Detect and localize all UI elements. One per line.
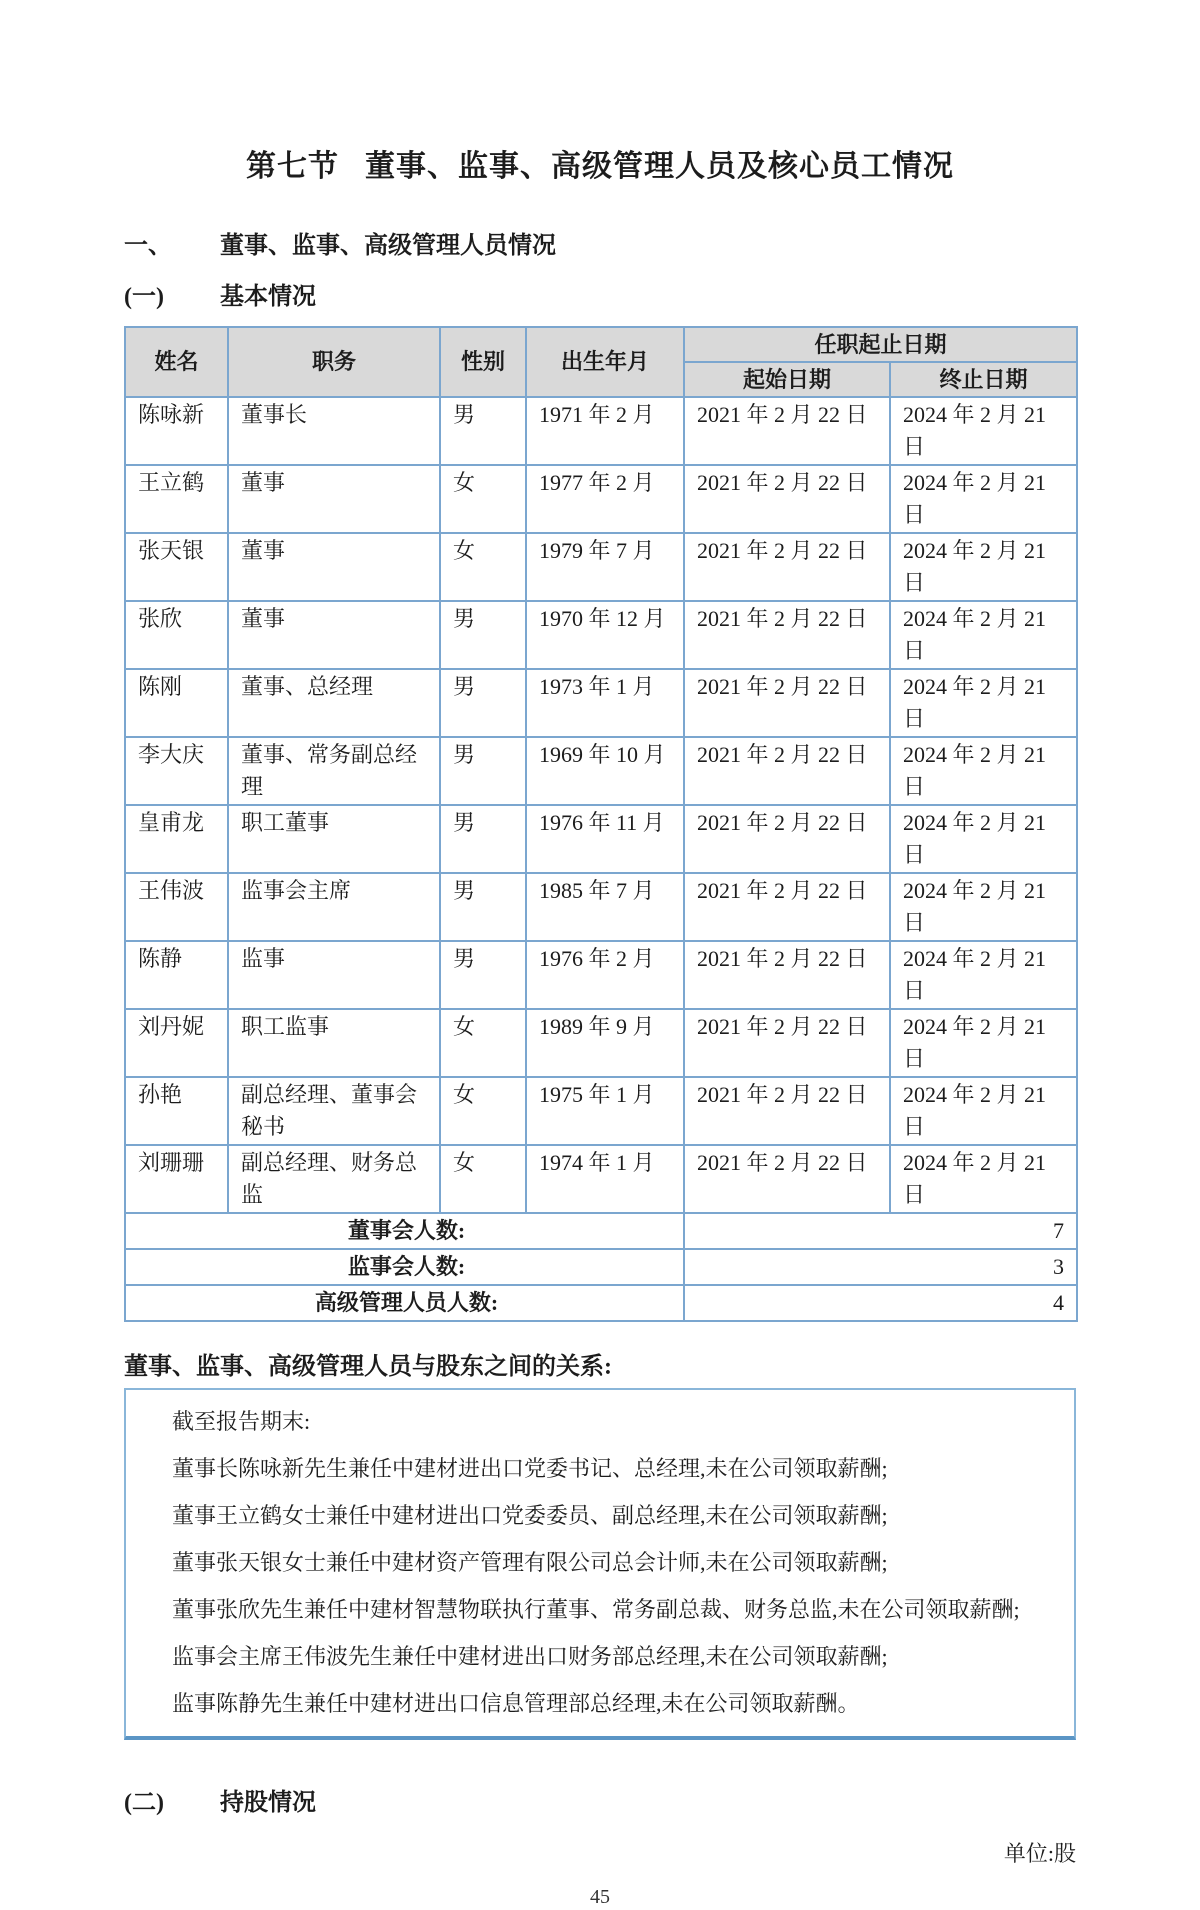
- cell-name: 孙艳: [125, 1077, 228, 1145]
- cell-gender: 女: [440, 1009, 526, 1077]
- cell-name: 陈刚: [125, 669, 228, 737]
- cell-birth: 1976 年 11 月: [526, 805, 684, 873]
- table-row: [125, 805, 1077, 873]
- cell-end: 2024 年 2 月 21 日: [890, 1009, 1077, 1077]
- table-row: [125, 669, 1077, 737]
- summary-value: 7: [684, 1213, 1077, 1249]
- summary-row: [125, 1285, 1077, 1321]
- cell-end: 2024 年 2 月 21 日: [890, 1077, 1077, 1145]
- cell-start: 2021 年 2 月 22 日: [684, 669, 890, 737]
- cell-birth: 1975 年 1 月: [526, 1077, 684, 1145]
- cell-start: 2021 年 2 月 22 日: [684, 941, 890, 1009]
- cell-end: 2024 年 2 月 21 日: [890, 533, 1077, 601]
- cell-position: 监事会主席: [228, 873, 440, 941]
- summary-label: 高级管理人员人数:: [125, 1285, 684, 1321]
- cell-gender: 男: [440, 397, 526, 465]
- table-row: [125, 941, 1077, 1009]
- cell-name: 皇甫龙: [125, 805, 228, 873]
- section-heading-1: [124, 230, 1076, 262]
- cell-start: 2021 年 2 月 22 日: [684, 1077, 890, 1145]
- table-row: [125, 1009, 1077, 1077]
- cell-name: 张欣: [125, 601, 228, 669]
- table-row: [125, 465, 1077, 533]
- cell-name: 张天银: [125, 533, 228, 601]
- cell-end: 2024 年 2 月 21 日: [890, 737, 1077, 805]
- subsection-heading-shareholding: [124, 1788, 1076, 1818]
- cell-gender: 女: [440, 1145, 526, 1213]
- cell-start: 2021 年 2 月 22 日: [684, 397, 890, 465]
- header-tenure: 任职起止日期: [684, 327, 1077, 362]
- cell-gender: 女: [440, 465, 526, 533]
- subsection-1-number: (一): [124, 284, 164, 310]
- subsection-1-title: 基本情况: [220, 284, 316, 310]
- cell-end: 2024 年 2 月 21 日: [890, 397, 1077, 465]
- relationship-heading: 董事、监事、高级管理人员与股东之间的关系:: [124, 1354, 612, 1380]
- cell-position: 董事长: [228, 397, 440, 465]
- cell-gender: 女: [440, 1077, 526, 1145]
- cell-birth: 1985 年 7 月: [526, 873, 684, 941]
- cell-start: 2021 年 2 月 22 日: [684, 805, 890, 873]
- management-table-summary: [125, 1213, 1077, 1321]
- cell-name: 王立鹤: [125, 465, 228, 533]
- cell-position: 董事: [228, 465, 440, 533]
- cell-position: 董事、总经理: [228, 669, 440, 737]
- cell-birth: 1973 年 1 月: [526, 669, 684, 737]
- table-row: [125, 873, 1077, 941]
- section-1-number: 一、: [124, 233, 172, 259]
- header-name: 姓名: [125, 327, 228, 397]
- cell-start: 2021 年 2 月 22 日: [684, 1009, 890, 1077]
- cell-end: 2024 年 2 月 21 日: [890, 465, 1077, 533]
- header-start-date: 起始日期: [684, 362, 890, 397]
- cell-position: 副总经理、财务总监: [228, 1145, 440, 1213]
- cell-end: 2024 年 2 月 21 日: [890, 805, 1077, 873]
- relationship-paragraph: 董事王立鹤女士兼任中建材进出口党委委员、副总经理,未在公司领取薪酬;: [172, 1503, 888, 1528]
- cell-start: 2021 年 2 月 22 日: [684, 873, 890, 941]
- cell-end: 2024 年 2 月 21 日: [890, 941, 1077, 1009]
- subsection-2-number: (二): [124, 1790, 164, 1816]
- cell-name: 王伟波: [125, 873, 228, 941]
- cell-gender: 男: [440, 601, 526, 669]
- relationship-intro: 截至报告期末:: [172, 1409, 311, 1434]
- table-row: [125, 737, 1077, 805]
- cell-name: 陈静: [125, 941, 228, 1009]
- cell-birth: 1970 年 12 月: [526, 601, 684, 669]
- management-table-body: [125, 397, 1077, 1213]
- cell-position: 职工监事: [228, 1009, 440, 1077]
- unit-label: 单位:股: [1003, 1841, 1076, 1866]
- cell-end: 2024 年 2 月 21 日: [890, 873, 1077, 941]
- cell-gender: 女: [440, 533, 526, 601]
- cell-position: 董事、常务副总经理: [228, 737, 440, 805]
- summary-value: 3: [684, 1249, 1077, 1285]
- table-row: [125, 533, 1077, 601]
- header-position: 职务: [228, 327, 440, 397]
- cell-gender: 男: [440, 737, 526, 805]
- summary-label: 监事会人数:: [125, 1249, 684, 1285]
- cell-birth: 1974 年 1 月: [526, 1145, 684, 1213]
- cell-start: 2021 年 2 月 22 日: [684, 1145, 890, 1213]
- relationship-paragraph: 监事陈静先生兼任中建材进出口信息管理部总经理,未在公司领取薪酬。: [172, 1691, 860, 1716]
- cell-birth: 1976 年 2 月: [526, 941, 684, 1009]
- subsection-heading-basic-info: [124, 282, 1076, 312]
- cell-gender: 男: [440, 941, 526, 1009]
- cell-gender: 男: [440, 873, 526, 941]
- cell-end: 2024 年 2 月 21 日: [890, 601, 1077, 669]
- cell-birth: 1977 年 2 月: [526, 465, 684, 533]
- cell-gender: 男: [440, 669, 526, 737]
- cell-name: 陈咏新: [125, 397, 228, 465]
- cell-birth: 1971 年 2 月: [526, 397, 684, 465]
- cell-start: 2021 年 2 月 22 日: [684, 465, 890, 533]
- relationship-paragraph: 监事会主席王伟波先生兼任中建材进出口财务部总经理,未在公司领取薪酬;: [172, 1644, 888, 1669]
- cell-name: 刘珊珊: [125, 1145, 228, 1213]
- page-title: [124, 148, 1076, 186]
- section-1-title: 董事、监事、高级管理人员情况: [220, 233, 556, 259]
- table-row: [125, 1145, 1077, 1213]
- page-number: 45: [590, 1886, 610, 1908]
- cell-position: 董事: [228, 601, 440, 669]
- subsection-2-title: 持股情况: [220, 1790, 316, 1816]
- cell-gender: 男: [440, 805, 526, 873]
- cell-position: 董事: [228, 533, 440, 601]
- table-row: [125, 1077, 1077, 1145]
- relationship-paragraph: 董事长陈咏新先生兼任中建材进出口党委书记、总经理,未在公司领取薪酬;: [172, 1456, 888, 1481]
- page-title-text: 董事、监事、高级管理人员及核心员工情况: [365, 150, 954, 183]
- cell-end: 2024 年 2 月 21 日: [890, 1145, 1077, 1213]
- cell-position: 监事: [228, 941, 440, 1009]
- cell-position: 副总经理、董事会秘书: [228, 1077, 440, 1145]
- cell-end: 2024 年 2 月 21 日: [890, 669, 1077, 737]
- cell-start: 2021 年 2 月 22 日: [684, 533, 890, 601]
- summary-label: 董事会人数:: [125, 1213, 684, 1249]
- relationship-paragraph: 董事张欣先生兼任中建材智慧物联执行董事、常务副总裁、财务总监,未在公司领取薪酬;: [172, 1597, 1020, 1622]
- table-row: [125, 601, 1077, 669]
- header-end-date: 终止日期: [890, 362, 1077, 397]
- cell-birth: 1989 年 9 月: [526, 1009, 684, 1077]
- relationship-box: [124, 1388, 1076, 1740]
- cell-name: 刘丹妮: [125, 1009, 228, 1077]
- cell-name: 李大庆: [125, 737, 228, 805]
- cell-start: 2021 年 2 月 22 日: [684, 601, 890, 669]
- management-table-header: [125, 327, 1077, 397]
- header-gender: 性别: [440, 327, 526, 397]
- summary-row: [125, 1249, 1077, 1285]
- relationship-paragraph: 董事张天银女士兼任中建材资产管理有限公司总会计师,未在公司领取薪酬;: [172, 1550, 888, 1575]
- header-birth: 出生年月: [526, 327, 684, 397]
- cell-birth: 1969 年 10 月: [526, 737, 684, 805]
- cell-position: 职工董事: [228, 805, 440, 873]
- cell-birth: 1979 年 7 月: [526, 533, 684, 601]
- table-row: [125, 397, 1077, 465]
- summary-row: [125, 1213, 1077, 1249]
- summary-value: 4: [684, 1285, 1077, 1321]
- management-table: [124, 326, 1078, 1322]
- page-title-section-number: 第七节: [246, 150, 339, 183]
- cell-start: 2021 年 2 月 22 日: [684, 737, 890, 805]
